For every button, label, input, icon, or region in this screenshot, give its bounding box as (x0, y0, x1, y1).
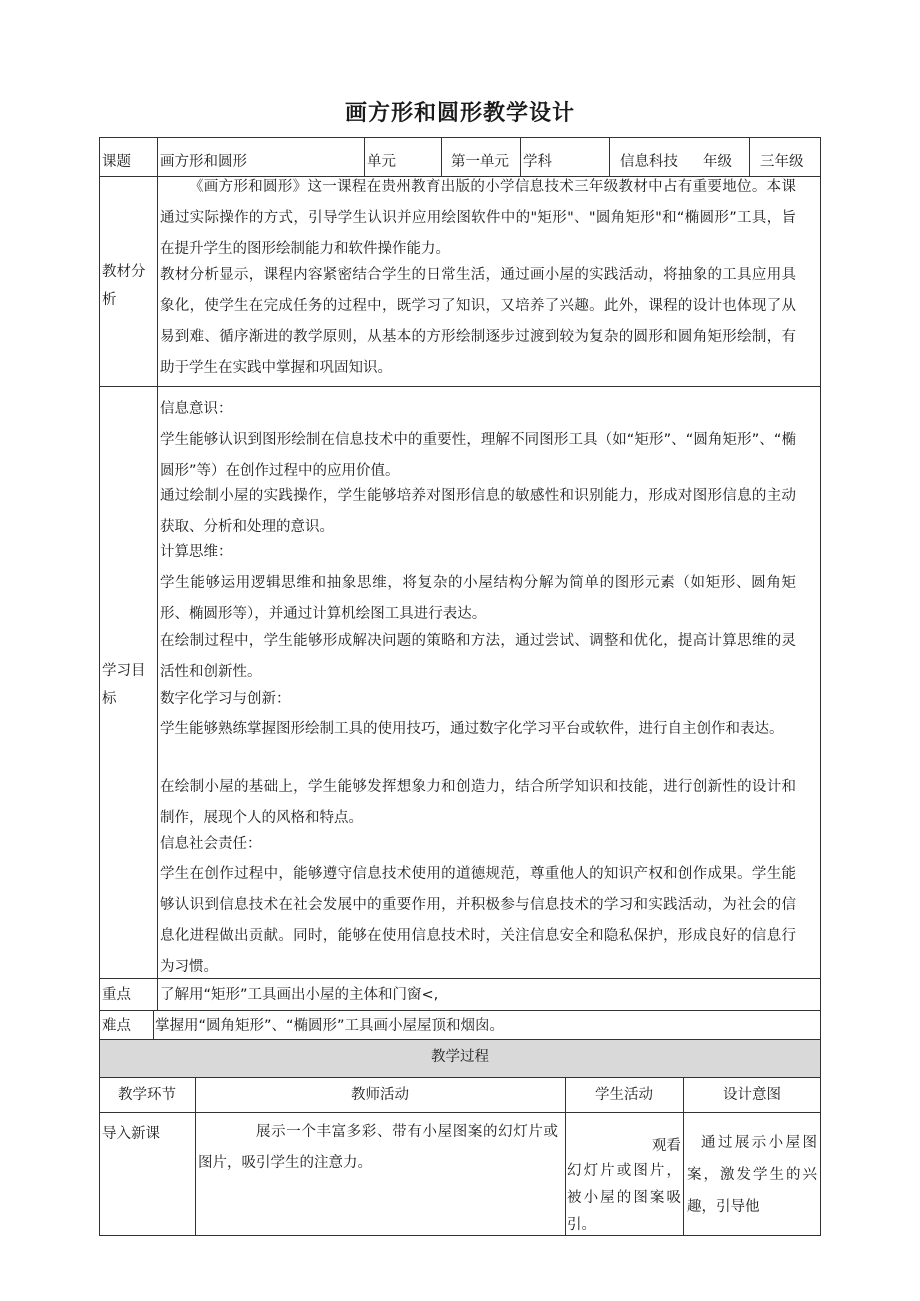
difficult-point-value: 掌握用“圆角矩形”、“椭圆形”工具画小屋屋顶和烟囱。 (155, 1018, 505, 1034)
process-header: 教学过程 (431, 1049, 489, 1065)
analysis-paragraph-2: 教材分析显示，课程内容紧密结合学生的日常生活，通过画小屋的实践活动，将抽象的工具应用具象化，使学生在完成任务的过程中，既学习了知识，又培养了兴趣。此外，课程的设计也体现了从易到难、循序渐进的教学原则，从基本的方形绘制逐步过渡到较为复杂的圆形和圆角矩形绘制，有助于学生在实践中掌握和巩固知识。 (160, 267, 796, 376)
lesson-value: 画方形和圆形 (160, 154, 247, 170)
page-title: 画方形和圆形教学设计 (344, 101, 575, 126)
key-point-value: 了解用“矩形”工具画出小屋的主体和门窗<, (160, 987, 439, 1003)
design-intent: 通过展示小屋图案，激发学生的兴趣，引导他 (687, 1135, 817, 1215)
key-point-label: 重点 (102, 987, 131, 1003)
objective-item: 在绘制小屋的基础上，学生能够发挥想象力和创造力，结合所学知识和技能，进行创新性的设计和制作，展现个人的风格和特点。 (160, 779, 796, 826)
objective-heading-computational: 计算思维： (160, 544, 233, 560)
subject-value: 信息科技 (620, 154, 678, 170)
column-stage: 教学环节 (118, 1087, 176, 1103)
column-student: 学生活动 (595, 1087, 653, 1103)
grade-label: 年级 (703, 154, 732, 170)
objective-item: 学生能够运用逻辑思维和抽象思维，将复杂的小屋结构分解为简单的图形元素（如矩形、圆角矩形、椭圆形等），并通过计算机绘图工具进行表达。 (160, 575, 796, 622)
column-teacher: 教师活动 (351, 1087, 409, 1103)
objective-item: 在绘制过程中，学生能够形成解决问题的策略和方法，通过尝试、调整和优化，提高计算思维的灵活性和创新性。 (160, 633, 796, 680)
difficult-point-label: 难点 (102, 1018, 131, 1034)
analysis-label-line2: 析 (102, 292, 117, 308)
unit-label: 单元 (367, 154, 396, 170)
objectives-label-line1: 学习目 (102, 663, 146, 679)
unit-value: 第一单元 (451, 154, 509, 170)
objective-item: 学生能够认识到图形绘制在信息技术中的重要性，理解不同图形工具（如“矩形”、“圆角矩形”、“椭圆形”等）在创作过程中的应用价值。 (160, 432, 796, 479)
analysis-label-line1: 教材分 (102, 264, 146, 280)
student-activity-a: 观看 (652, 1138, 681, 1154)
objective-heading-digital: 数字化学习与创新： (160, 691, 291, 707)
objective-item: 学生在创作过程中，能够遵守信息技术使用的道德规范，尊重他人的知识产权和创作成果。学生能够认识到信息技术在社会发展中的重要作用，并积极参与信息技术的学习和实践活动，为社会的信息化进程做出贡献。同时，能够在使用信息技术时，关注信息安全和隐私保护，形成良好的信息行为习惯。 (160, 866, 796, 975)
objective-item: 通过绘制小屋的实践操作，学生能够培养对图形信息的敏感性和识别能力，形成对图形信息的主动获取、分析和处理的意识。 (160, 488, 796, 535)
objective-item: 学生能够熟练掌握图形绘制工具的使用技巧，通过数字化学习平台或软件，进行自主创作和表达。 (160, 721, 784, 737)
subject-label: 学科 (523, 154, 552, 170)
column-intent: 设计意图 (723, 1087, 781, 1103)
objectives-label-line2: 标 (102, 691, 117, 707)
lesson-label: 课题 (102, 154, 131, 170)
teacher-activity: 展示一个丰富多彩、带有小屋图案的幻灯片或图片，吸引学生的注意力。 (198, 1124, 558, 1171)
analysis-paragraph-1: 《画方形和圆形》这一课程在贵州教育出版的小学信息技术三年级教材中占有重要地位。本课通过实际操作的方式，引导学生认识并应用绘图软件中的"矩形"、"圆角矩形"和“椭圆形”工具，旨在提升学生的图形绘制能力和软件操作能力。 (160, 179, 796, 257)
objective-heading-info: 信息意识： (160, 401, 233, 417)
stage-intro: 导入新课 (102, 1126, 160, 1142)
student-activity-b: 幻灯片或图片，被小屋的图案吸引。 (567, 1163, 681, 1233)
objective-heading-social: 信息社会责任： (160, 836, 262, 852)
grade-value: 三年级 (760, 154, 804, 170)
